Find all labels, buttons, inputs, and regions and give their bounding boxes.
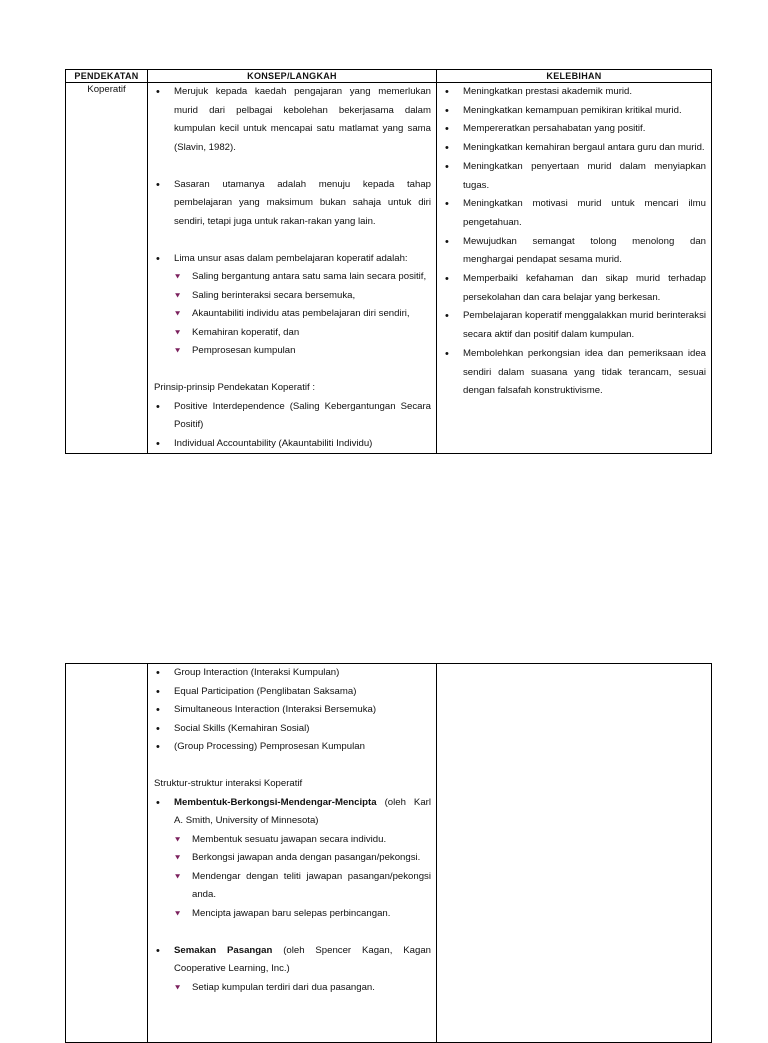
list-item: • Meningkatkan kemahiran bergaul antara guru dan murid. (443, 139, 706, 158)
arrow-bullet-icon: ⯆ (174, 871, 182, 882)
list-item: • Simultaneous Interaction (Interaksi Bersemuka) (154, 701, 431, 720)
arrow-bullet-icon: ⯆ (174, 853, 182, 863)
table-row (66, 664, 712, 1043)
sub-list-item: ⯆ Saling berinteraksi secara bersemuka, (154, 287, 431, 306)
header-kelebihan: KELEBIHAN (437, 70, 712, 83)
approach-cell: Koperatif (66, 83, 148, 454)
list-item: • Individual Accountability (Akauntabiliti Individu) (154, 435, 431, 454)
struktur-heading: Struktur-struktur interaksi Koperatif (154, 778, 303, 789)
list-item: • Membolehkan perkongsian idea dan pemeriksaan idea sendiri dalam suasana yang tidak terancam, sesuai dengan falsafah konstruktivisme. (443, 345, 706, 401)
sub-list-item: ⯆ Berkongsi jawapan anda dengan pasangan/pekongsi. (154, 849, 431, 868)
table-header-row (66, 70, 712, 83)
sub-list-item: ⯆ Akauntabiliti individu atas pembelajaran diri sendiri, (154, 305, 431, 324)
koperatif-table-continued (65, 663, 712, 1043)
list-item: • Meningkatkan motivasi murid untuk mencari ilmu pengetahuan. (443, 195, 706, 232)
arrow-bullet-icon: ⯆ (174, 908, 182, 919)
list-item: • Meningkatkan penyertaan murid dalam menyiapkan tugas. (443, 158, 706, 195)
approach-cell-empty (66, 664, 148, 1043)
list-item: • Meningkatkan prestasi akademik murid. (443, 83, 706, 102)
arrow-bullet-icon: ⯆ (174, 309, 182, 319)
table-row (66, 83, 712, 454)
arrow-bullet-icon: ⯆ (174, 272, 182, 282)
list-item: • Social Skills (Kemahiran Sosial) (154, 720, 431, 739)
koperatif-table (65, 69, 712, 454)
sub-list-item: ⯆ Saling bergantung antara satu sama lain secara positif, (154, 268, 431, 287)
list-item: • Group Interaction (Interaksi Kumpulan) (154, 664, 431, 683)
list-item: • Pembelajaran koperatif menggalakkan murid berinteraksi secara aktif dan positif dalam kumpulan. (443, 307, 706, 344)
list-item: • Meningkatkan kemampuan pemikiran kritikal murid. (443, 102, 706, 121)
kelebihan-cell-empty (437, 664, 712, 1043)
sub-list-item: ⯆ Pemprosesan kumpulan (154, 342, 431, 361)
prinsip-heading: Prinsip-prinsip Pendekatan Koperatif : (154, 382, 316, 393)
list-item: • Mempereratkan persahabatan yang positif. (443, 120, 706, 139)
konsep-cell (148, 83, 437, 454)
arrow-bullet-icon: ⯆ (174, 290, 182, 301)
sub-list-item: ⯆ Membentuk sesuatu jawapan secara individu. (154, 831, 431, 850)
list-item: • Mewujudkan semangat tolong menolong dan menghargai pendapat sesama murid. (443, 233, 706, 270)
arrow-bullet-icon: ⯆ (174, 327, 182, 338)
list-item: • Sasaran utamanya adalah menuju kepada tahap pembelajaran yang maksimum bukan sahaja untuk diri sendiri, tetapi juga untuk rakan-rakan yang lain. (154, 176, 431, 232)
kelebihan-cell (437, 83, 712, 454)
sub-list-item: ⯆ Mencipta jawapan baru selepas perbincangan. (154, 905, 431, 924)
list-item: • Semakan Pasangan (oleh Spencer Kagan, Kagan Cooperative Learning, Inc.) (154, 942, 431, 979)
header-konsep-langkah: KONSEP/LANGKAH (148, 70, 437, 83)
header-pendekatan: PENDEKATAN (66, 70, 148, 83)
konsep-cell-continued (148, 664, 437, 1043)
sub-list-item: ⯆ Setiap kumpulan terdiri dari dua pasangan. (154, 979, 431, 998)
list-item: • Equal Participation (Penglibatan Saksama) (154, 683, 431, 702)
list-item: • Membentuk-Berkongsi-Mendengar-Mencipta (oleh Karl A. Smith, University of Minnesota) (154, 794, 431, 831)
list-item: • Merujuk kepada kaedah pengajaran yang memerlukan murid dari pelbagai kebolehan bekerjasama dalam kumpulan kecil untuk mencapai satu matlamat yang sama (Slavin, 1982). (154, 83, 431, 157)
sub-list-item: ⯆ Mendengar dengan teliti jawapan pasangan/pekongsi anda. (154, 868, 431, 905)
list-item: • Memperbaiki kefahaman dan sikap murid terhadap persekolahan dan cara belajar yang berkesan. (443, 270, 706, 307)
arrow-bullet-icon: ⯆ (174, 834, 182, 845)
sub-list-item: ⯆ Kemahiran koperatif, dan (154, 324, 431, 343)
list-item: • (Group Processing) Pemprosesan Kumpulan (154, 738, 431, 757)
list-item: • Lima unsur asas dalam pembelajaran koperatif adalah: (154, 250, 431, 269)
list-item: • Positive Interdependence (Saling Kebergantungan Secara Positif) (154, 398, 431, 435)
arrow-bullet-icon: ⯆ (174, 346, 182, 356)
arrow-bullet-icon: ⯆ (174, 982, 182, 993)
